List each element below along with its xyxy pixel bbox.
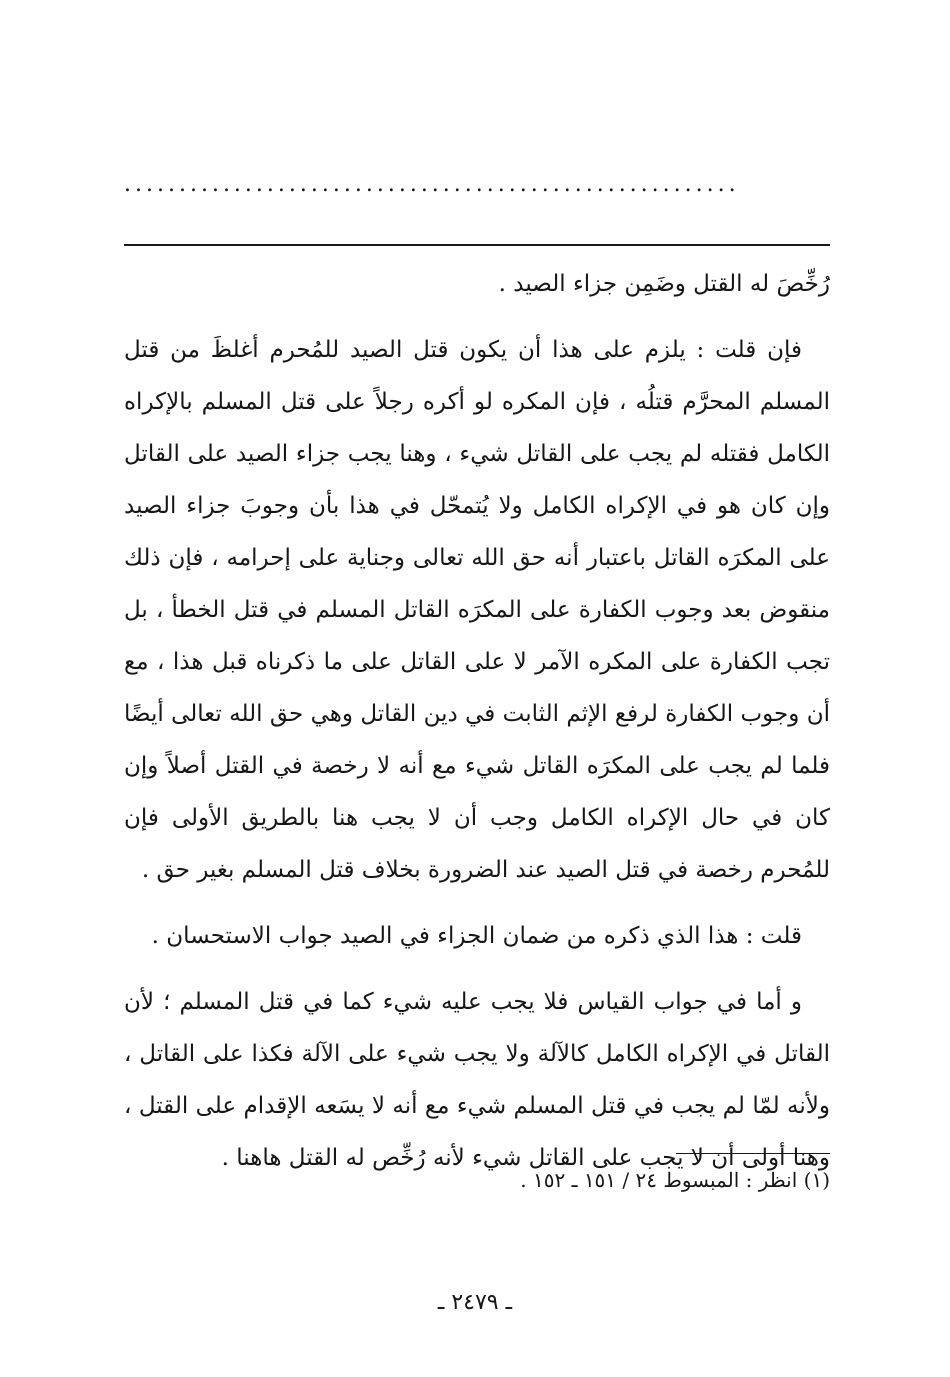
paragraph-3: قلت : هذا الذي ذكره من ضمان الجزاء في الصيد جواب الاستحسان .: [151, 923, 802, 949]
paragraph-1: رُخِّصَ له القتل وضَمِن جزاء الصيد .: [498, 271, 830, 297]
footnote: (١) انظر : المبسوط ٢٤ / ١٥١ ـ ١٥٢ .: [520, 1168, 830, 1192]
separator-dots: ........................................................: [124, 172, 740, 197]
paragraph-4: و أما في جواب القياس فلا يجب عليه شيء كما في قتل المسلم ؛ لأن القاتل في الإكراه الكامل كالآلة ولا يجب شيء على الآلة فكذا على القاتل ، ولأنه لمّا لم يجب في قتل المسلم شيء مع أنه لا يسَعه الإقدام على القتل ، وهنا أولى أن لا يجب على القاتل شيء لأنه رُخِّص له القتل هاهنا .: [124, 989, 830, 1171]
footnote-rule: [676, 1153, 830, 1154]
main-text: [124, 258, 830, 1198]
header-rule: [124, 244, 830, 246]
paragraph-2: فإن قلت : يلزم على هذا أن يكون قتل الصيد للمُحرم أغلظَ من قتل المسلم المحرَّم قتلُه ، فإن المكره لو أكره رجلاً على قتل المسلم بالإكراه الكامل فقتله لم يجب على القاتل شيء ، وهنا يجب جزاء الصيد على القاتل وإن كان هو في الإكراه الكامل ولا يُتمحّل في هذا بأن وجوبَ جزاء الصيد على المكرَه القاتل باعتبار أنه حق الله تعالى وجناية على إحرامه ، فإن ذلك منقوض بعد وجوب الكفارة على المكرَه القاتل المسلم في قتل الخطأ ، بل تجب الكفارة على المكره الآمر لا على القاتل على ما ذكرناه قبل هذا ، مع أن وجوب الكفارة لرفع الإثم الثابت في دين القاتل وهي حق الله تعالى أيضًا فلما لم يجب على المكرَه القاتل شيء مع أنه لا رخصة في القتل أصلاً وإن كان في حال الإكراه الكامل وجب أن لا يجب هنا بالطريق الأولى فإن للمُحرم رخصة في قتل الصيد عند الضرورة بخلاف قتل المسلم بغير حق .: [124, 337, 830, 883]
page-number: ـ ٢٤٧٩ ـ: [437, 1290, 513, 1315]
